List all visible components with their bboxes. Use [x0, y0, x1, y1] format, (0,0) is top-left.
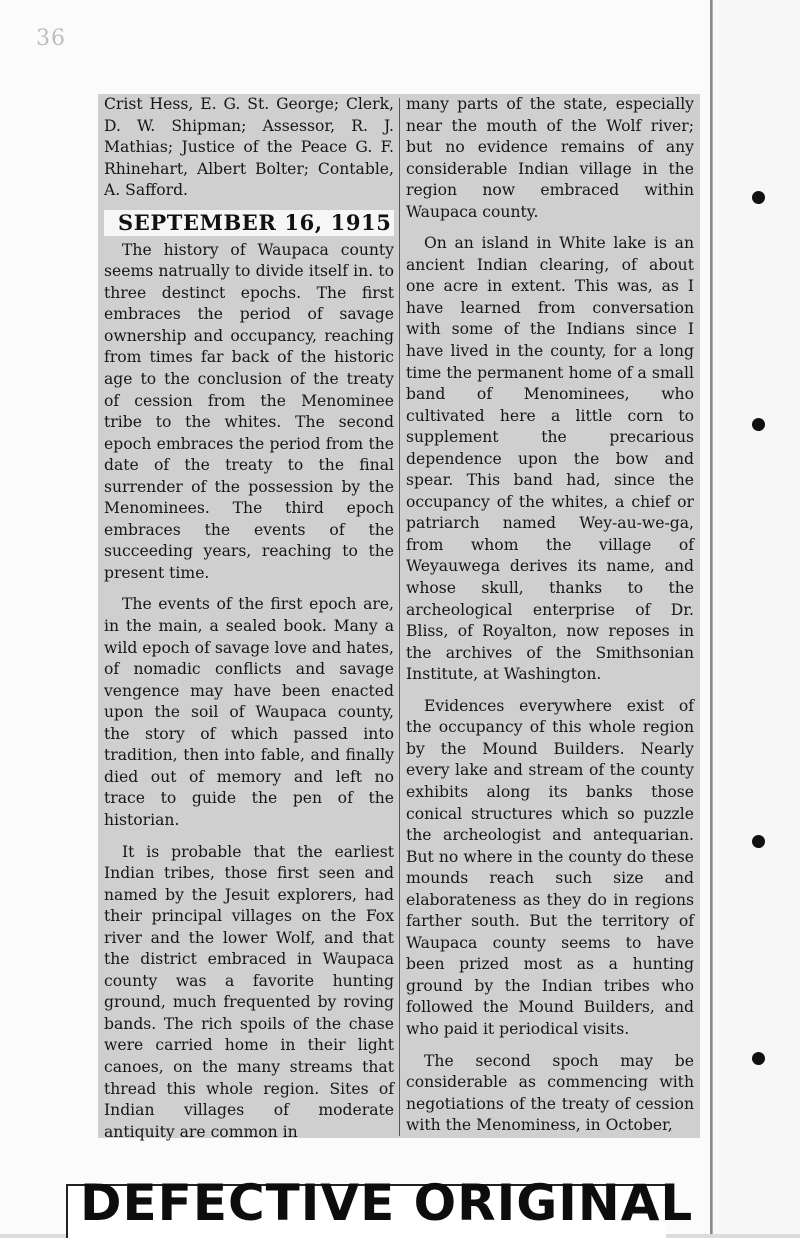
binder-hole: [752, 1052, 765, 1065]
left-column: [104, 94, 394, 1143]
binder-hole: [752, 191, 765, 204]
page-number: 36: [36, 26, 66, 51]
defective-original-stamp: DEFECTIVE ORIGINAL: [80, 1174, 694, 1232]
right-column: [406, 94, 694, 1137]
right-paragraph: The second spoch may be considerable as commencing with negotiations of the treaty of cession with the Menominess, in October,: [406, 1051, 694, 1135]
right-paragraph: Evidences everywhere exist of the occupancy of this whole region by the Mound Builders. Nearly every lake and stream of the county exhibits along its banks those conical structures which so puzzle the archeologist and antequarian. But no where in the county do these mounds reach such size and elaborateness as they do in regions farther south. But the territory of Waupaca county seems to have been prized most as a hunting ground by the Indian tribes who followed the Mound Builders, and who paid it periodical visits.: [406, 696, 694, 1038]
binder-strip: [712, 0, 800, 1234]
binder-hole: [752, 835, 765, 848]
left-paragraph: The history of Waupaca county seems natrually to divide itself in. to three destinct epochs. The first embraces the period of savage ownership and occupancy, reaching from times far back of the historic age to the conclusion of the treaty of cession from the Menominee tribe to the whites. The second epoch embraces the period from the date of the treaty to the final surrender of the possession by the Menominees. The third epoch embraces the events of the succeeding years, reaching to the present time.: [104, 240, 394, 582]
left-paragraph: It is probable that the earliest Indian tribes, those first seen and named by the Jesuit explorers, had their principal villages on the Fox river and the lower Wolf, and that the district embraced in Waupaca county was a favorite hunting ground, much frequented by roving bands. The rich spoils of the chase were carried home in their light canoes, on the many streams that thread this whole region. Sites of Indian villages of moderate antiquity are common in: [104, 842, 394, 1141]
left-paragraph: The events of the first epoch are, in the main, a sealed book. Many a wild epoch of savage love and hates, of nomadic conflicts and savage vengence may have been enacted upon the soil of Waupaca county, the story of which passed into tradition, then into fable, and finally died out of memory and left no trace to guide the pen of the historian.: [104, 595, 394, 829]
right-intro: many parts of the state, especially near the mouth of the Wolf river; but no evidence remains of any considerable Indian village in the region now embraced within Waupaca county.: [406, 95, 694, 221]
column-divider: [399, 98, 400, 1136]
article-heading: SEPTEMBER 16, 1915: [104, 210, 394, 236]
binder-hole: [752, 418, 765, 431]
right-paragraph: On an island in White lake is an ancient Indian clearing, of about one acre in extent. This was, as I have learned from conversation with some of the Indians since I have lived in the county, for a long time the permanent home of a small band of Menominees, who cultivated here a little corn to supplement the precarious dependence upon the bow and spear. This band had, since the occupancy of the whites, a chief or patriarch named Wey-au-we-ga, from whom the village of Weyauwega derives its name, and whose skull, thanks to the archeological enterprise of Dr. Bliss, of Royalton, now reposes in the archives of the Smithsonian Institute, at Washington.: [406, 234, 694, 684]
left-intro: Crist Hess, E. G. St. George; Clerk, D. W. Shipman; Assessor, R. J. Mathias; Justice of the Peace G. F. Rhinehart, Albert Bolter; Contable, A. Safford.: [104, 95, 394, 200]
